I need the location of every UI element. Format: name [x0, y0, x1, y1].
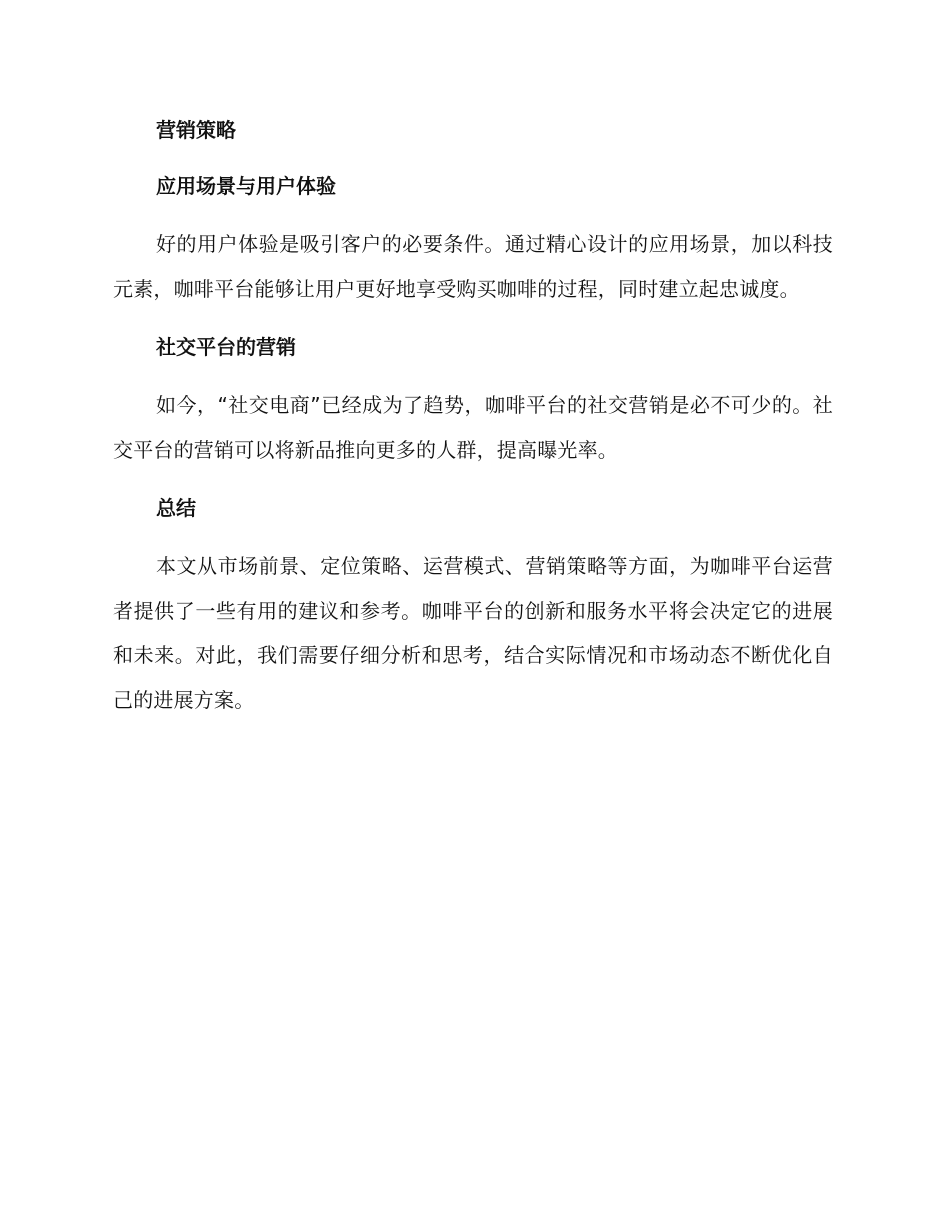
section-heading-marketing: 营销策略: [156, 118, 236, 142]
paragraph-social: 如今，“社交电商”已经成为了趋势，咖啡平台的社交营销是必不可少的。社交平台的营销可以将新品推向更多的人群，提高曝光率。: [113, 393, 833, 462]
paragraph-summary: 本文从市场前景、定位策略、运营模式、营销策略等方面，为咖啡平台运营者提供了一些有用的建议和参考。咖啡平台的创新和服务水平将会决定它的进展和未来。对此，我们需要仔细分析和思考，结合实际情况和市场动态不断优化自己的进展方案。: [113, 554, 833, 712]
section-heading-summary: 总结: [156, 496, 196, 520]
paragraph-scenes: 好的用户体验是吸引客户的必要条件。通过精心设计的应用场景，加以科技元素，咖啡平台能够让用户更好地享受购买咖啡的过程，同时建立起忠诚度。: [113, 232, 833, 301]
document-body: [113, 108, 833, 736]
section-heading-social: 社交平台的营销: [156, 335, 296, 359]
section-heading-scenes: 应用场景与用户体验: [156, 174, 336, 198]
